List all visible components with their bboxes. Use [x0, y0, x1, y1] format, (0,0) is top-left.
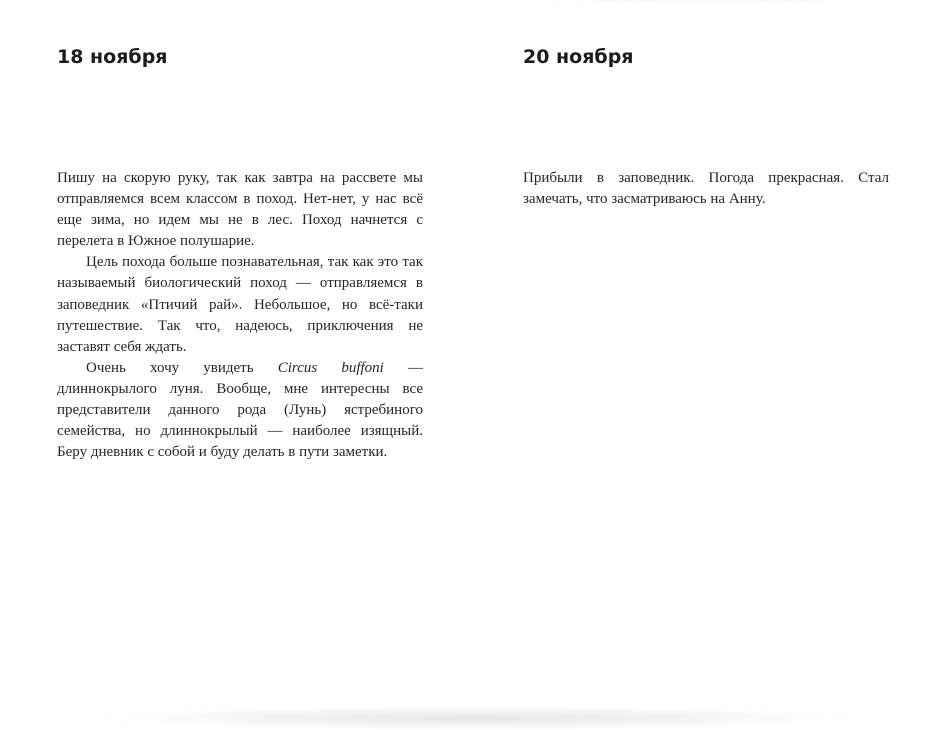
paragraph-1: Пишу на скорую руку, так как завтра на рассвете мы отправляемся всем классом в поход. Нет-нет, у нас всё еще зима, но идем мы не в лес. Поход начнется с перелета в Южное полушарие. — [57, 170, 423, 250]
entry-date-left: 18 ноября — [57, 46, 168, 68]
species-name: Circus buffoni — [277, 359, 384, 376]
page-top-shadow — [520, 0, 891, 6]
paragraph-1: Прибыли в заповедник. Погода прекрасная. Стал замечать, что засматриваюсь на Анну. — [523, 170, 889, 208]
entry-body-right — [523, 168, 889, 210]
entry-body-left — [57, 168, 423, 463]
paragraph-3 — [57, 358, 423, 463]
paragraph-3-start: Очень хочу увидеть — [86, 359, 278, 376]
entry-date-right: 20 ноября — [523, 46, 634, 68]
paragraph-3-end: — длиннокрылого луня. Вообще, мне интересны все представители данного рода (Лунь) ястребиного семейства, но длиннокрылый — наиболее изящный. Беру дневник с собой и буду делать в пути заметки. — [57, 359, 423, 461]
page-bottom-shadow — [90, 706, 861, 730]
paragraph-2: Цель похода больше познавательная, так как это так называемый биологический поход — отправляемся в заповедник «Птичий рай». Небольшое, но всё-таки путешествие. Так что, надеюсь, приключения не заставят себя ждать. — [57, 254, 423, 355]
